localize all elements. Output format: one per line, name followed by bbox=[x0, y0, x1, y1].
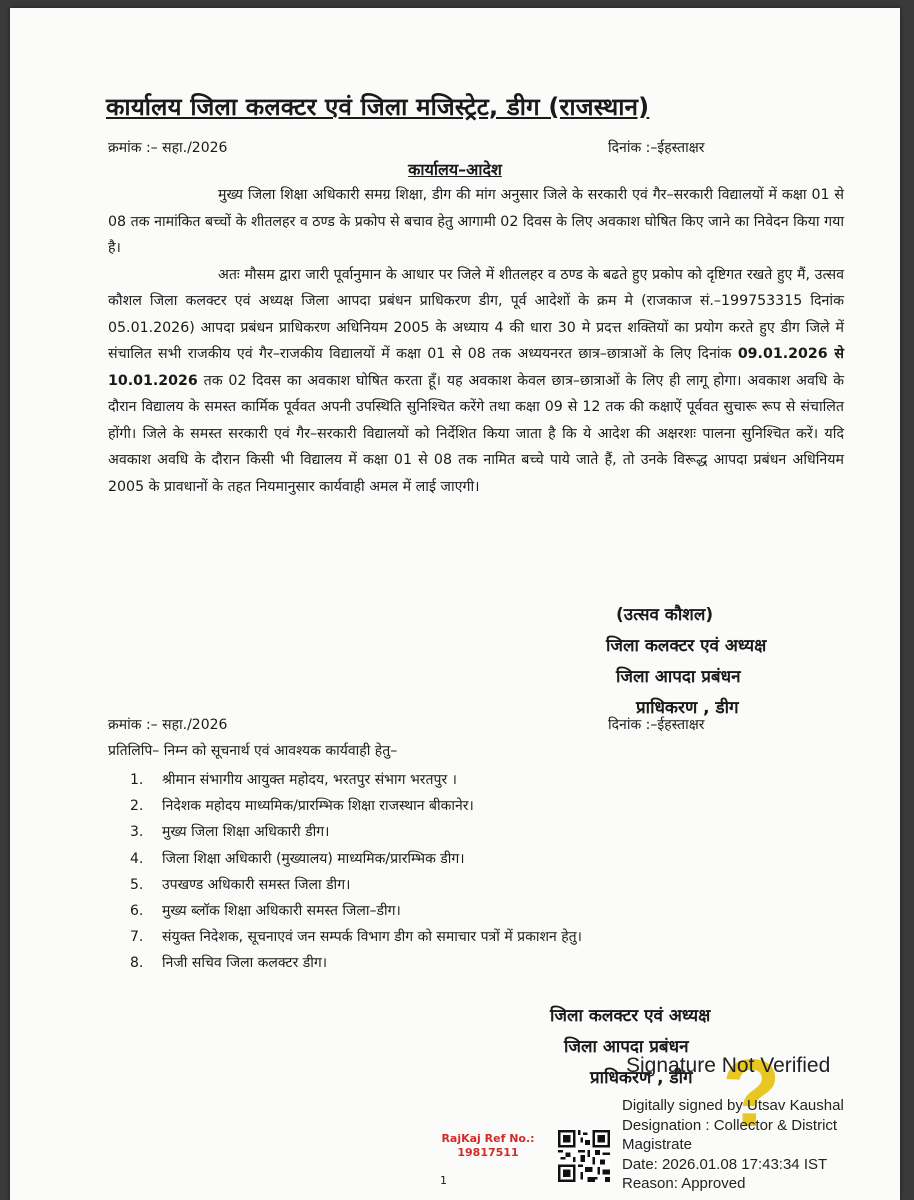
list-item bbox=[130, 819, 582, 845]
rajkaj-reference bbox=[428, 1132, 548, 1160]
list-item bbox=[130, 846, 582, 872]
list-item-text: उपखण्ड अधिकारी समस्त जिला डीग। bbox=[162, 876, 351, 893]
copy-date: दिनांक :–ईहस्ताक्षर bbox=[608, 717, 705, 733]
signatory-designation-1: जिला कलक्टर एवं अध्यक्ष bbox=[606, 636, 767, 656]
order-number: क्रमांक :– सहा./2026 bbox=[108, 140, 228, 156]
list-item bbox=[130, 793, 582, 819]
signatory-designation-2: जिला आपदा प्रबंधन bbox=[616, 667, 741, 687]
page-number: 1 bbox=[440, 1174, 447, 1187]
list-item-number: 7. bbox=[130, 929, 144, 946]
list-item bbox=[130, 872, 582, 898]
list-item-text: मुख्य ब्लॉक शिक्षा अधिकारी समस्त जिला–डीग। bbox=[162, 903, 401, 920]
digital-signature-stamp bbox=[618, 1040, 900, 1200]
signature-block-1 bbox=[606, 600, 766, 724]
signatory-designation-1: जिला कलक्टर एवं अध्यक्ष bbox=[550, 1006, 711, 1026]
list-item-number: 5. bbox=[130, 876, 144, 893]
list-item-number: 6. bbox=[130, 903, 144, 920]
rajkaj-ref-label: RajKaj Ref No.: bbox=[441, 1132, 535, 1145]
order-paragraph-2-end: तक 02 दिवस का अवकाश घोषित करता हूँ। यह अवकाश केवल छात्र–छात्राओं के लिए ही लागू होगा। अवकाश अवधि के दौरान विद्यालय के समस्त कार्मिक पूर्ववत अपनी उपस्थिति सुनिश्चित करेंगे तथा कक्षा 09 से 12 तक की कक्षाऐं पूर्ववत सुचारू रूप से संचालित होंगी। जिले के समस्त सरकारी एवं गैर–सरकारी विद्यालयों को निर्देशित किया जाता है कि ये आदेश की अक्षरशः पालना सुनिश्चित करें। यदि अवकाश अवधि के दौरान किसी भी विद्यालय में कक्षा 01 से 08 तक नामित बच्चे पाये जाते हैं, तो उनके विरूद्ध आपदा प्रबंधन अधिनियम 2005 के प्रावधानों के तहत नियमानुसार कार्यवाही अमल में लाई जाएगी। bbox=[108, 372, 845, 495]
list-item-number: 3. bbox=[130, 824, 144, 841]
list-item-number: 1. bbox=[130, 772, 144, 788]
list-item bbox=[130, 950, 582, 976]
order-body bbox=[108, 182, 844, 500]
copy-recipient-list bbox=[130, 767, 582, 977]
signature-date: Date: 2026.01.08 17:43:34 IST bbox=[622, 1155, 828, 1173]
list-item-text: श्रीमान संभागीय आयुक्त महोदय, भरतपुर संभाग भरतपुर । bbox=[162, 772, 457, 788]
order-paragraph-2 bbox=[108, 262, 844, 501]
list-item-text: निजी सचिव जिला कलक्टर डीग। bbox=[162, 955, 328, 972]
list-item bbox=[130, 924, 582, 950]
signature-signer: Digitally signed by Utsav Kaushal bbox=[622, 1097, 844, 1114]
document-page bbox=[10, 8, 900, 1200]
qr-code-icon bbox=[558, 1130, 610, 1182]
signatory-designation-3: प्राधिकरण , डीग bbox=[636, 698, 739, 718]
list-item bbox=[130, 898, 582, 924]
list-item-number: 8. bbox=[130, 955, 144, 972]
signature-designation: Designation : Collector & District bbox=[622, 1116, 838, 1134]
signatory-designation-3: प्राधिकरण , डीग bbox=[590, 1068, 693, 1088]
copy-number: क्रमांक :– सहा./2026 bbox=[108, 717, 228, 733]
copy-heading: प्रतिलिपि– निम्न को सूचनार्थ एवं आवश्यक कार्यवाही हेतु– bbox=[108, 743, 398, 759]
signature-status: Signature Not Verified bbox=[626, 1054, 831, 1077]
list-item-text: मुख्य जिला शिक्षा अधिकारी डीग। bbox=[162, 824, 330, 841]
list-item-text: निदेशक महोदय माध्यमिक/प्रारम्भिक शिक्षा राजस्थान बीकानेर। bbox=[162, 798, 474, 815]
list-item-text: जिला शिक्षा अधिकारी (मुख्यालय) माध्यमिक/प्रारम्भिक डीग। bbox=[162, 850, 465, 867]
list-item bbox=[130, 767, 582, 793]
list-item-number: 4. bbox=[130, 850, 144, 867]
list-item-text: संयुक्त निदेशक, सूचनाएवं जन सम्पर्क विभाग डीग को समाचार पत्रों में प्रकाशन हेतु। bbox=[162, 929, 582, 946]
signature-designation-cont: Magistrate bbox=[622, 1136, 693, 1153]
office-title: कार्यालय जिला कलक्टर एवं जिला मजिस्ट्रेट, डीग (राजस्थान) bbox=[106, 93, 650, 121]
order-heading: कार्यालय–आदेश bbox=[408, 160, 502, 179]
signature-details bbox=[622, 1096, 844, 1194]
order-paragraph-1: मुख्य जिला शिक्षा अधिकारी समग्र शिक्षा, डीग की मांग अनुसार जिले के सरकारी एवं गैर–सरकारी विद्यालयों में कक्षा 01 से 08 तक नामांकित बच्चों के शीतलहर व ठण्ड के प्रकोप से बचाव हेतु आगामी 02 दिवस के लिए अवकाश घोषित किए जाने का निवेदन किया गया है। bbox=[108, 187, 844, 256]
order-date: दिनांक :–ईहस्ताक्षर bbox=[608, 140, 705, 156]
unverified-question-mark-icon: ? bbox=[722, 1040, 781, 1147]
signatory-name: (उत्सव कौशल) bbox=[616, 605, 714, 625]
signatory-designation-2: जिला आपदा प्रबंधन bbox=[564, 1037, 689, 1057]
order-paragraph-2-start: अतः मौसम द्वारा जारी पूर्वानुमान के आधार पर जिले में शीतलहर व ठण्ड के बढते हुए प्रकोप को दृष्टिगत रखते हुए मैं, उत्सव कौशल जिला कलक्टर एवं अध्यक्ष जिला आपदा प्रबंधन प्राधिकरण डीग, पूर्व आदेशों के क्रम मे (राजकाज सं.–199753315 दिनांक 05.01.2026) आपदा प्रबंधन प्राधिकरण अधिनियम 2005 के अध्याय 4 की धारा 30 मे प्रदत्त शक्तियों का प्रयोग करते हुए डीग जिले में संचालित सभी राजकीय एवं गैर–राजकीय विद्यालयों में कक्षा 01 से 08 तक अध्ययनरत छात्र–छात्राओं के लिए दिनांक bbox=[108, 266, 844, 362]
signature-reason: Reason: Approved bbox=[622, 1175, 746, 1192]
rajkaj-ref-number: 19817511 bbox=[457, 1146, 519, 1159]
list-item-number: 2. bbox=[130, 798, 144, 815]
holiday-dates: 09.01.2026 से 10.01.2026 bbox=[108, 346, 844, 389]
